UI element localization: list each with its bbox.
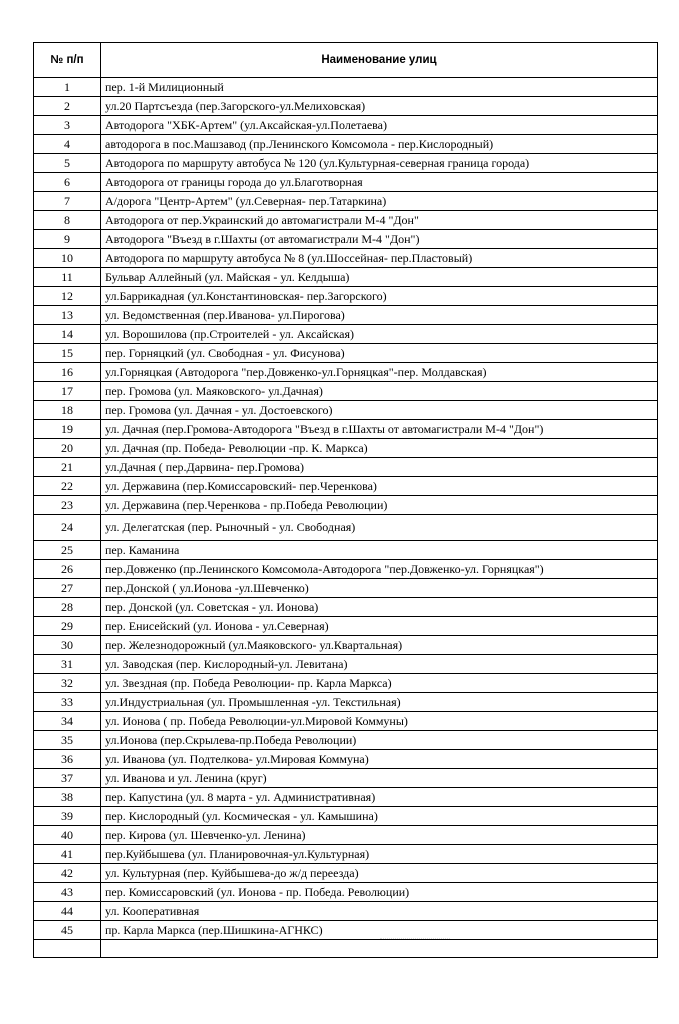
street-name: ул. Дачная (пр. Победа- Революции -пр. К. Маркса) [101,439,658,458]
street-name: пер. 1-й Милиционный [101,78,658,97]
street-name: ул.Ионова (пер.Скрылева-пр.Победа Революции) [101,731,658,750]
header-number: № п/п [34,43,101,78]
row-number: 35 [34,731,101,750]
street-name: ул.20 Партсъезда (пер.Загорского-ул.Мелиховская) [101,97,658,116]
table-row [34,515,658,541]
table-row [34,306,658,325]
street-name: ул. Державина (пер.Комиссаровский- пер.Черенкова) [101,477,658,496]
street-name: автодорога в пос.Машзавод (пр.Ленинского Комсомола - пер.Кислородный) [101,135,658,154]
table-row [34,674,658,693]
row-number: 20 [34,439,101,458]
street-name: ул. Иванова и ул. Ленина (круг) [101,769,658,788]
street-name: ул.Баррикадная (ул.Константиновская- пер.Загорского) [101,287,658,306]
row-number: 9 [34,230,101,249]
street-name: пер. Донской (ул. Советская - ул. Ионова) [101,598,658,617]
street-name: ул.Горняцкая (Автодорога "пер.Довженко-ул.Горняцкая"-пер. Молдавская) [101,363,658,382]
row-number: 11 [34,268,101,287]
table-row [34,769,658,788]
table-row [34,598,658,617]
row-number: 36 [34,750,101,769]
street-name: пер. Каманина [101,541,658,560]
street-name: пер.Куйбышева (ул. Планировочная-ул.Культурная) [101,845,658,864]
row-number: 8 [34,211,101,230]
street-name: пер. Кирова (ул. Шевченко-ул. Ленина) [101,826,658,845]
table-row [34,693,658,712]
row-number: 29 [34,617,101,636]
table-row [34,344,658,363]
row-number: 6 [34,173,101,192]
row-number: 40 [34,826,101,845]
table-row [34,731,658,750]
table-row [34,750,658,769]
table-row [34,712,658,731]
street-name: пер.Донской ( ул.Ионова -ул.Шевченко) [101,579,658,598]
row-number: 24 [34,515,101,541]
street-name: пер. Железнодорожный (ул.Маяковского- ул.Квартальная) [101,636,658,655]
row-number: 12 [34,287,101,306]
row-number: 1 [34,78,101,97]
street-name: пер. Громова (ул. Дачная - ул. Достоевского) [101,401,658,420]
row-number: 28 [34,598,101,617]
table-row [34,287,658,306]
row-number: 45 [34,921,101,940]
row-number: 30 [34,636,101,655]
table-row [34,807,658,826]
street-name: Автодорога "ХБК-Артем" (ул.Аксайская-ул.Полетаева) [101,116,658,135]
row-number: 41 [34,845,101,864]
row-number: 39 [34,807,101,826]
table-row [34,458,658,477]
table-row [34,401,658,420]
table-row [34,845,658,864]
table-row [34,97,658,116]
row-number: 22 [34,477,101,496]
table-row [34,135,658,154]
street-name: ул. Иванова (ул. Подтелкова- ул.Мировая Коммуна) [101,750,658,769]
street-name: Автодорога "Въезд в г.Шахты (от автомагистрали М-4 "Дон") [101,230,658,249]
table-row [34,883,658,902]
table-row [34,268,658,287]
table-row [34,363,658,382]
street-name: Автодорога от границы города до ул.Благотворная [101,173,658,192]
table-row [34,439,658,458]
street-name: пер. Кислородный (ул. Космическая - ул. Камышина) [101,807,658,826]
row-number: 19 [34,420,101,439]
empty-cell [34,940,101,958]
street-name: ул. Звездная (пр. Победа Революции- пр. Карла Маркса) [101,674,658,693]
row-number: 42 [34,864,101,883]
table-row [34,579,658,598]
table-row [34,902,658,921]
table-row [34,154,658,173]
table-row [34,864,658,883]
row-number: 2 [34,97,101,116]
row-number: 17 [34,382,101,401]
street-name: ул. Кооперативная [101,902,658,921]
faint-scan-mark [380,938,450,945]
street-name: пер. Комиссаровский (ул. Ионова - пр. Победа. Революции) [101,883,658,902]
table-row [34,192,658,211]
street-name: пер. Горняцкий (ул. Свободная - ул. Фисунова) [101,344,658,363]
street-name: Бульвар Аллейный (ул. Майская - ул. Келдыша) [101,268,658,287]
row-number: 21 [34,458,101,477]
table-header-row [34,43,658,78]
street-name: ул. Державина (пер.Черенкова - пр.Победа Революции) [101,496,658,515]
row-number: 34 [34,712,101,731]
table-row [34,420,658,439]
street-name: ул. Делегатская (пер. Рыночный - ул. Свободная) [101,515,658,541]
street-name: ул. Ионова ( пр. Победа Революции-ул.Мировой Коммуны) [101,712,658,731]
street-name: пр. Карла Маркса (пер.Шишкина-АГНКС) [101,921,658,940]
table-row [34,921,658,940]
row-number: 25 [34,541,101,560]
table-row [34,655,658,674]
table-row [34,826,658,845]
street-name: Автодорога по маршруту автобуса № 120 (ул.Культурная-северная граница города) [101,154,658,173]
table-body [34,78,658,958]
row-number: 4 [34,135,101,154]
street-name: ул.Индустриальная (ул. Промышленная -ул. Текстильная) [101,693,658,712]
row-number: 7 [34,192,101,211]
row-number: 33 [34,693,101,712]
street-name: пер. Енисейский (ул. Ионова - ул.Северная) [101,617,658,636]
row-number: 27 [34,579,101,598]
table-row [34,560,658,579]
empty-row [34,940,658,958]
row-number: 5 [34,154,101,173]
row-number: 15 [34,344,101,363]
row-number: 26 [34,560,101,579]
table-row [34,788,658,807]
row-number: 18 [34,401,101,420]
row-number: 32 [34,674,101,693]
row-number: 10 [34,249,101,268]
table-row [34,496,658,515]
street-name: пер. Громова (ул. Маяковского- ул.Дачная) [101,382,658,401]
table-row [34,211,658,230]
table-row [34,541,658,560]
row-number: 37 [34,769,101,788]
table-row [34,249,658,268]
row-number: 38 [34,788,101,807]
streets-table [33,42,658,958]
row-number: 44 [34,902,101,921]
street-name: Автодорога по маршруту автобуса № 8 (ул.Шоссейная- пер.Пластовый) [101,249,658,268]
table-row [34,78,658,97]
table-row [34,230,658,249]
street-name: ул.Дачная ( пер.Дарвина- пер.Громова) [101,458,658,477]
empty-cell [101,940,658,958]
row-number: 13 [34,306,101,325]
row-number: 23 [34,496,101,515]
street-name: А/дорога "Центр-Артем" (ул.Северная- пер.Татаркина) [101,192,658,211]
table-row [34,617,658,636]
row-number: 31 [34,655,101,674]
table-row [34,477,658,496]
street-name: пер.Довженко (пр.Ленинского Комсомола-Автодорога "пер.Довженко-ул. Горняцкая") [101,560,658,579]
street-name: ул. Дачная (пер.Громова-Автодорога "Въезд в г.Шахты от автомагистрали М-4 "Дон") [101,420,658,439]
street-name: пер. Капустина (ул. 8 марта - ул. Административная) [101,788,658,807]
street-name: Автодорога от пер.Украинский до автомагистрали М-4 "Дон" [101,211,658,230]
table-row [34,173,658,192]
row-number: 3 [34,116,101,135]
row-number: 14 [34,325,101,344]
row-number: 16 [34,363,101,382]
table-row [34,116,658,135]
street-name: ул. Ворошилова (пр.Строителей - ул. Аксайская) [101,325,658,344]
street-name: ул. Культурная (пер. Куйбышева-до ж/д переезда) [101,864,658,883]
street-name: ул. Заводская (пер. Кислородный-ул. Левитана) [101,655,658,674]
row-number: 43 [34,883,101,902]
header-street-name: Наименование улиц [101,43,658,78]
street-name: ул. Ведомственная (пер.Иванова- ул.Пирогова) [101,306,658,325]
table-row [34,325,658,344]
table-row [34,636,658,655]
table-row [34,382,658,401]
